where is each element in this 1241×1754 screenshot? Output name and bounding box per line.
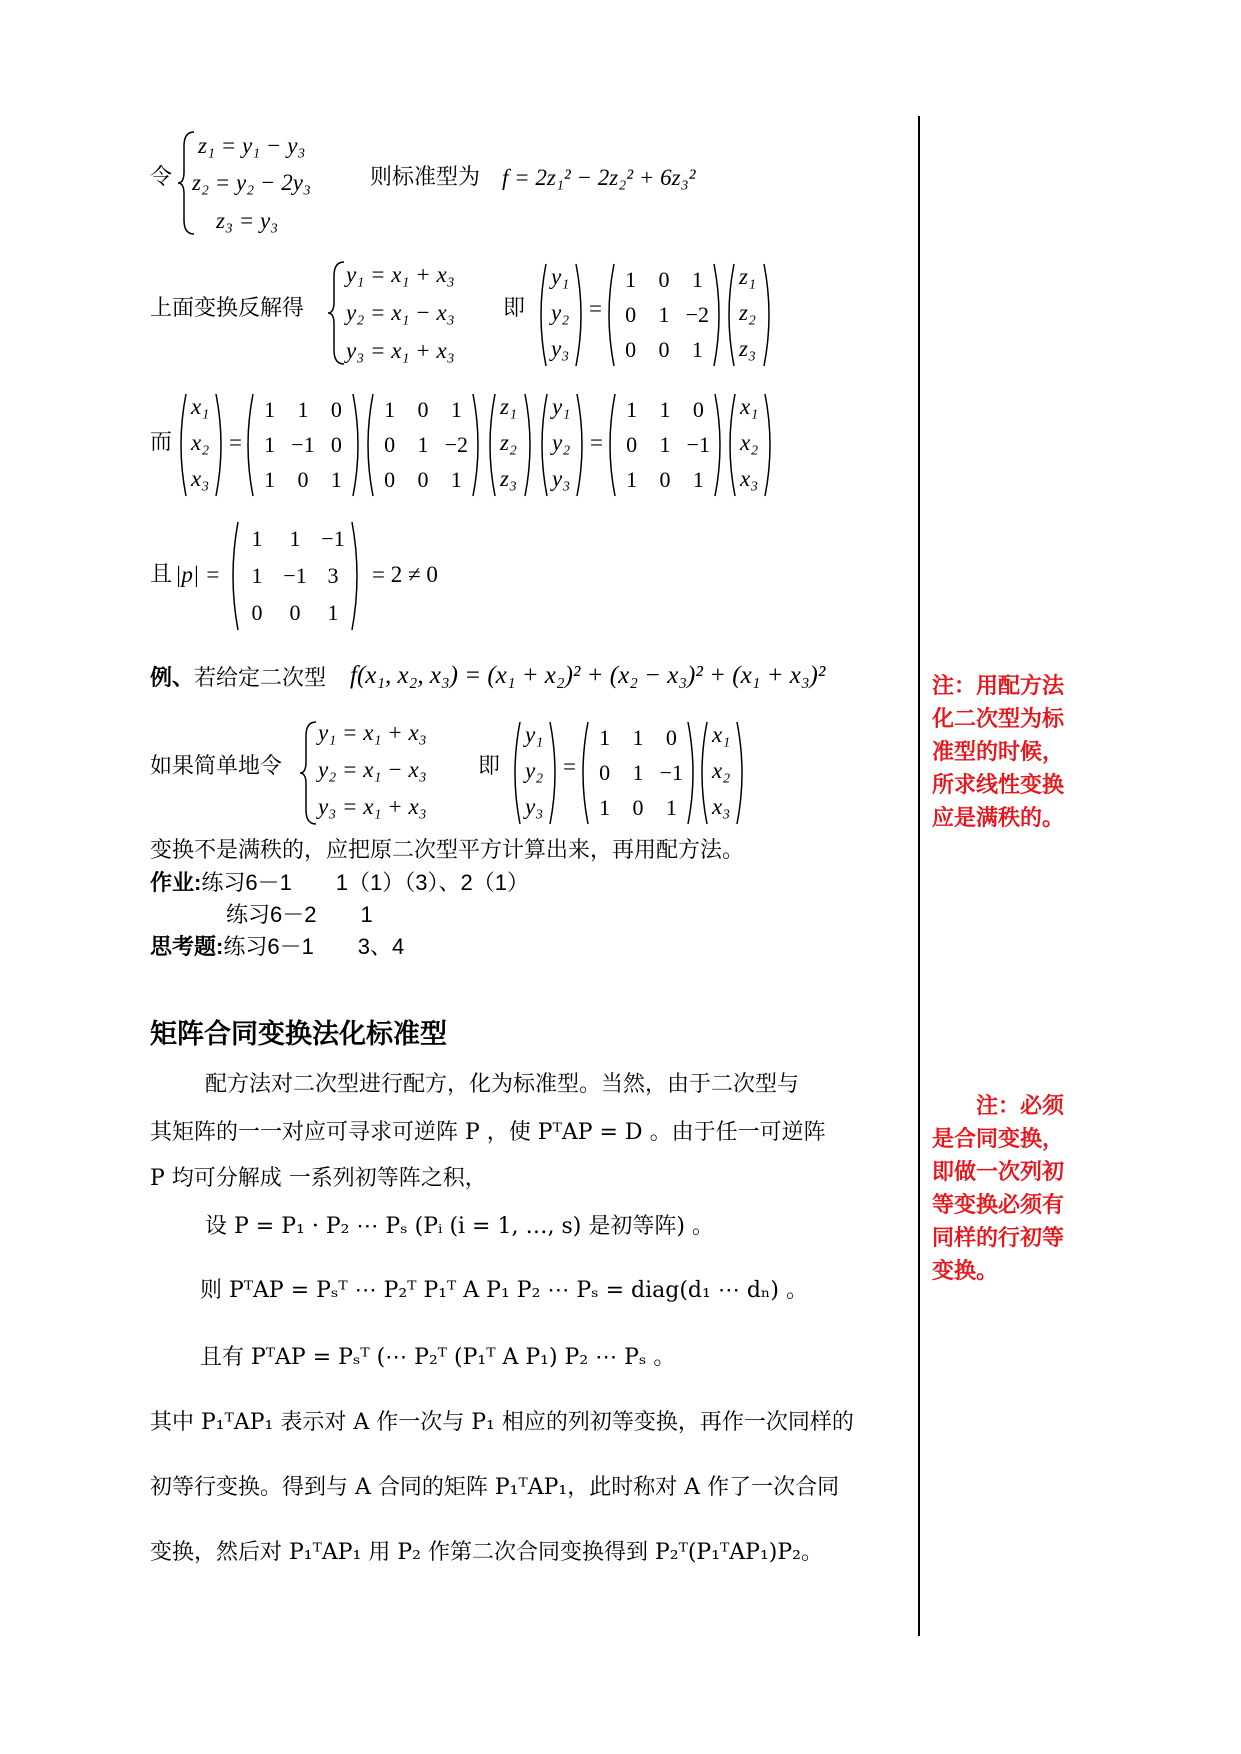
vec-entry: y₃ (551, 336, 570, 361)
matrix-cell: 0 (251, 600, 263, 626)
sys1-row2: z₂ = y₂ − 2y₃ (192, 170, 311, 195)
matrix-cell: 1 (632, 759, 644, 785)
vec-entry: y₂ (551, 300, 570, 325)
vec-entry: x₂ (191, 430, 210, 455)
matrix-cell: 1 (297, 396, 309, 422)
matrix-cell: −1 (686, 431, 711, 457)
x-vector-3 (697, 720, 747, 826)
vec-entry: z₂ (500, 430, 517, 455)
matrix-cell: 0 (384, 467, 396, 493)
note-line: 应是满秩的。 (932, 806, 1065, 831)
matrix-cell: 0 (692, 396, 704, 422)
z-vector-1 (724, 262, 774, 368)
note-full-rank (932, 670, 1064, 835)
det-p: |p| = (175, 562, 221, 587)
homework-line-1 (150, 870, 529, 896)
ling-label: 令 (150, 165, 173, 190)
matrix-cell: 0 (384, 431, 396, 457)
sys3-row1: y₁ = x₁ + x₃ (318, 720, 427, 745)
ji-label-2: 即 (478, 754, 501, 779)
section-title: 矩阵合同变换法化标准型 (150, 1019, 447, 1050)
ji-label-1: 即 (503, 296, 526, 321)
matrix-cell: 0 (625, 301, 637, 327)
note-line: 等变换必须有 (932, 1193, 1065, 1218)
y-vector-1 (536, 262, 586, 368)
eq-3: 且有 PᵀAP = Pₛᵀ (⋯ P₂ᵀ (P₁ᵀ A P₁) P₂ ⋯ Pₛ 。 (200, 1345, 676, 1370)
vec-entry: y₂ (552, 430, 571, 455)
matrix-cell: −2 (444, 431, 469, 457)
think-line (150, 934, 404, 960)
section-p2-line1: 其中 P₁ᵀAP₁ 表示对 A 作一次与 P₁ 相应的列初等变换，再作一次同样的 (150, 1410, 854, 1435)
matrix-cell: −1 (659, 759, 684, 785)
coef-matrix-1 (604, 262, 724, 368)
sys3-row3: y₃ = x₁ + x₃ (318, 794, 427, 819)
matrix-cell: 0 (289, 600, 301, 626)
sys1-row1: z₁ = y₁ − y₃ (198, 133, 306, 158)
think-text: 练习6－1 3、4 (223, 934, 405, 959)
matrix-cell: 1 (626, 396, 638, 422)
matrix-cell: 1 (626, 467, 638, 493)
vec-entry: x₃ (712, 794, 731, 819)
vec-entry: x₃ (740, 466, 759, 491)
sys2-row1: y₁ = x₁ + x₃ (346, 262, 455, 287)
note-congruent (932, 1090, 1064, 1288)
equals-sign: = (229, 430, 242, 455)
sys2-row3: y₃ = x₁ + x₃ (346, 338, 455, 363)
matrix-cell: 1 (264, 431, 276, 457)
section-p2-line2: 初等行变换。得到与 A 合同的矩阵 P₁ᵀAP₁，此时称对 A 作了一次合同 (150, 1475, 840, 1500)
homework-2: 练习6－2 1 (226, 902, 373, 927)
matrix-cell: 1 (599, 795, 611, 821)
vec-entry: z₂ (739, 300, 756, 325)
matrix-cell: 0 (659, 467, 671, 493)
matrix-cell: 0 (658, 337, 670, 363)
matrix-cell: 0 (665, 724, 677, 750)
note-line: 化二次型为标 (932, 707, 1065, 732)
matrix-cell: −2 (685, 301, 710, 327)
matrix-cell: 1 (251, 562, 263, 588)
margin-divider (918, 116, 920, 1636)
sys1-row3: z₃ = y₃ (216, 208, 279, 233)
matrix-cell: 1 (659, 396, 671, 422)
matrix-cell: 0 (330, 396, 342, 422)
matrix-cell: 0 (658, 266, 670, 292)
example-line (150, 665, 326, 692)
homework-label: 作业: (150, 870, 202, 895)
example-text: 若给定二次型 (194, 666, 327, 691)
std-form-label: 则标准型为 (370, 165, 481, 190)
matrix-cell: 1 (264, 467, 276, 493)
y-vector-2 (537, 392, 587, 498)
det-matrix (228, 520, 362, 632)
eq-1: 设 P = P₁ · P₂ ⋯ Pₛ (Pᵢ (i = 1, …, s) 是初等阵) 。 (205, 1214, 714, 1239)
x-vector-2 (725, 392, 775, 498)
matrix-cell: 0 (632, 795, 644, 821)
matrix-cell: 1 (659, 431, 671, 457)
section-p1-line1: 配方法对二次型进行配方，化为标准型。当然，由于二次型与 (205, 1072, 800, 1097)
x-vector-1 (176, 392, 226, 498)
vec-entry: z₃ (739, 336, 756, 361)
vec-entry: x₂ (712, 758, 731, 783)
equals-sign: = (590, 430, 603, 455)
matrix-cell: 1 (658, 301, 670, 327)
vec-entry: x₁ (740, 394, 759, 419)
matrix-cell: 0 (417, 396, 429, 422)
matrix-cell: 1 (450, 396, 462, 422)
matrix-cell: 1 (450, 467, 462, 493)
qie-label: 且 (150, 562, 173, 587)
matrix-cell: 1 (632, 724, 644, 750)
matrix-cell: 0 (417, 467, 429, 493)
vec-entry: z₁ (500, 394, 517, 419)
simple-let-label: 如果简单地令 (150, 754, 283, 779)
matrix-cell: 1 (264, 396, 276, 422)
note-line: 注：用配方法 (932, 674, 1065, 699)
matrix-cell: −1 (283, 562, 307, 588)
vec-entry: x₁ (712, 722, 731, 747)
vec-entry: y₁ (552, 394, 571, 419)
note-line: 即做一次列初 (932, 1160, 1065, 1185)
matrix-cell: 1 (330, 467, 342, 493)
z-vector-2 (485, 392, 535, 498)
coef-matrix-3 (578, 720, 698, 826)
matrix-m3 (605, 392, 725, 498)
homework-1: 练习6－1 1（1）（3）、2（1） (201, 870, 529, 895)
matrix-cell: 1 (289, 525, 301, 551)
matrix-cell: 1 (665, 795, 677, 821)
sys3-row2: y₂ = x₁ − x₃ (318, 757, 427, 782)
matrix-cell: 0 (330, 431, 342, 457)
section-p2-line3: 变换，然后对 P₁ᵀAP₁ 用 P₂ 作第二次合同变换得到 P₂ᵀ(P₁ᵀAP₁)P₂。 (150, 1540, 823, 1565)
vec-entry: y₁ (525, 722, 544, 747)
matrix-cell: 0 (625, 337, 637, 363)
det-result: = 2 ≠ 0 (372, 562, 438, 587)
matrix-m2 (363, 392, 483, 498)
note-line: 所求线性变换 (932, 773, 1065, 798)
matrix-cell: 1 (327, 600, 339, 626)
matrix-cell: −1 (291, 431, 315, 457)
not-full-rank-text: 变换不是满秩的，应把原二次型平方计算出来，再用配方法。 (150, 838, 745, 863)
note-line: 变换。 (932, 1259, 999, 1284)
matrix-cell: 1 (691, 266, 703, 292)
equals-sign: = (563, 754, 576, 779)
vec-entry: z₁ (739, 264, 756, 289)
section-p1-line2: 其矩阵的一一对应可寻求可逆阵 P ，使 PᵀAP = D 。由于任一可逆阵 (150, 1120, 826, 1145)
matrix-cell: 3 (327, 562, 339, 588)
vec-entry: x₂ (740, 430, 759, 455)
matrix-cell: 1 (691, 337, 703, 363)
eq-2: 则 PᵀAP = Pₛᵀ ⋯ P₂ᵀ P₁ᵀ A P₁ P₂ ⋯ Pₛ = diag(d₁ ⋯ dₙ) 。 (200, 1278, 808, 1303)
example-expr: f(x₁, x₂, x₃) = (x₁ + x₂)² + (x₂ − x₃)² + (x₁ + x₃)² (350, 662, 826, 689)
vec-entry: y₂ (525, 758, 544, 783)
matrix-cell: 0 (297, 467, 309, 493)
section-p1-line3: P 均可分解成 一系列初等阵之积， (150, 1166, 487, 1191)
vec-entry: z₃ (500, 466, 517, 491)
sys2-row2: y₂ = x₁ − x₃ (346, 300, 455, 325)
vec-entry: y₃ (525, 794, 544, 819)
matrix-cell: 1 (384, 396, 396, 422)
example-label: 例、 (150, 665, 195, 691)
matrix-cell: 1 (417, 431, 429, 457)
note-line: 注：必须 (932, 1094, 1065, 1119)
inverse-label: 上面变换反解得 (150, 296, 305, 321)
left-brace-3 (298, 718, 320, 828)
think-label: 思考题: (150, 934, 224, 959)
vec-entry: x₃ (191, 466, 210, 491)
equals-sign: = (589, 296, 602, 321)
note-line: 同样的行初等 (932, 1226, 1065, 1251)
note-line: 准型的时候， (932, 740, 1065, 765)
std-form-expr: f = 2z₁² − 2z₂² + 6z₃² (502, 165, 696, 190)
vec-entry: y₃ (552, 466, 571, 491)
matrix-cell: 0 (599, 759, 611, 785)
matrix-cell: 0 (626, 431, 638, 457)
matrix-cell: 1 (599, 724, 611, 750)
left-brace-2 (326, 258, 348, 368)
vec-entry: y₁ (551, 264, 570, 289)
matrix-m1 (243, 392, 363, 498)
vec-entry: x₁ (191, 394, 210, 419)
er-label: 而 (150, 430, 173, 455)
matrix-cell: 1 (625, 266, 637, 292)
y-vector-3 (510, 720, 560, 826)
matrix-cell: 1 (251, 525, 263, 551)
note-line: 是合同变换， (932, 1127, 1065, 1152)
matrix-cell: −1 (321, 525, 345, 551)
matrix-cell: 1 (692, 467, 704, 493)
